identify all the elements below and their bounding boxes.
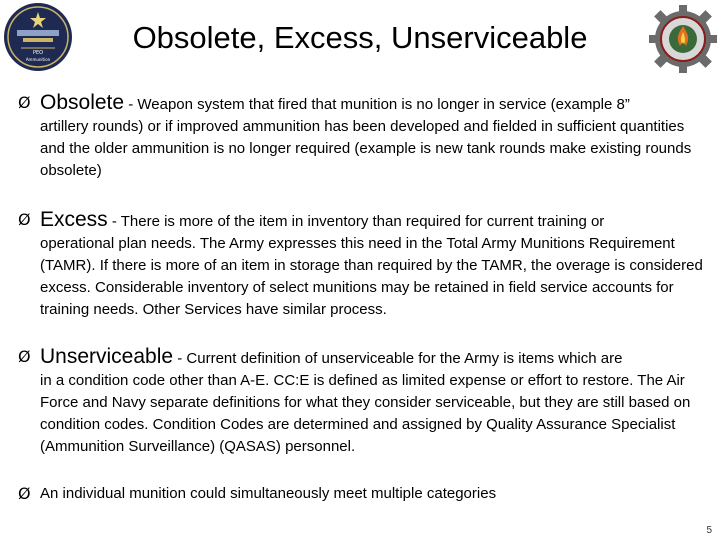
arrow-bullet-icon: Ø [18, 210, 31, 229]
bullet-continuation-text: operational plan needs. The Army expresses this need in the Total Army Munitions Requirement (TAMR). If there is more of an item in storage than required by the TAMR, the overage is considered excess. Considerable inventory of select munitions may be retained in field service accounts for training needs. Other Services have similar process. [40, 235, 703, 318]
slide-title: Obsolete, Excess, Unserviceable [132, 20, 588, 55]
bullet-excess [18, 209, 708, 321]
arrow-bullet-icon: Ø [18, 93, 31, 112]
bullet-continuation-text: in a condition code other than A-E. CC:E is defined as limited expense or effort to restore. The Air Force and Navy separate definitions for what they consider serviceable, but they are still based on condition codes. Condition Codes are determined and assigned by Quality Assurance Specialist (Ammunition Surveillance) (QASAS) personnel. [40, 372, 691, 455]
bullet-multiple-categories [18, 483, 708, 505]
arrow-bullet-icon: Ø [18, 347, 31, 366]
bullet-lead-text: - Weapon system that fired that munition is no longer in service (example 8” [124, 96, 630, 113]
peo-ammunition-seal-icon [3, 2, 73, 72]
gear-flame-seal-icon [648, 4, 718, 74]
bullet-obsolete [18, 92, 708, 182]
bullet-continuation-text: artillery rounds) or if improved ammunition has been developed and fielded in sufficient quantities and the older ammunition is no longer required (example is new tank rounds make existing rounds obsolete) [40, 118, 692, 179]
svg-text:Ammunition: Ammunition [25, 57, 51, 62]
bullet-unserviceable [18, 346, 708, 458]
term-obsolete: Obsolete [40, 91, 125, 114]
bullet-lead-text: - There is more of the item in inventory than required for current training or [107, 213, 605, 230]
page-number: 5 [706, 525, 712, 536]
term-unserviceable: Unserviceable [40, 345, 174, 368]
arrow-bullet-icon: Ø [18, 484, 31, 503]
svg-text:PEO: PEO [32, 50, 44, 56]
term-excess: Excess [40, 208, 108, 231]
bullet-text: An individual munition could simultaneously meet multiple categories [40, 485, 497, 502]
bullet-lead-text: - Current definition of unserviceable for the Army is items which are [173, 350, 623, 367]
